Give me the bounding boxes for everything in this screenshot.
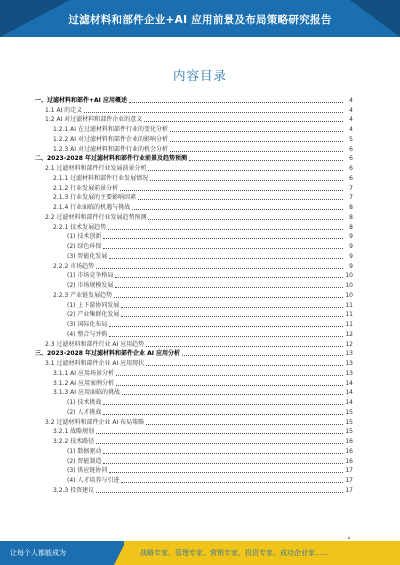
- toc-entry[interactable]: [33, 406, 353, 416]
- toc-leader-dots: [103, 414, 343, 415]
- toc-leader-dots: [182, 355, 343, 356]
- toc-page-number: 6: [343, 175, 353, 182]
- toc-entry-text: 3.1.3 AI 应用面临的挑战: [33, 389, 122, 396]
- toc-leader-dots: [96, 433, 343, 434]
- toc-leader-dots: [115, 287, 343, 288]
- toc-entry-text: (3) 国际化布局: [33, 321, 109, 328]
- toc-entry-text: 2.1 过滤材料和部件行业发展前景分析: [33, 165, 148, 172]
- toc-leader-dots: [96, 492, 343, 493]
- table-of-contents: [33, 94, 353, 494]
- toc-leader-dots: [170, 131, 343, 132]
- toc-entry-text: (4) 整合与并购: [33, 331, 109, 338]
- toc-entry-text: 3.1 过滤材料和部件企业 AI 应用现状: [33, 360, 146, 367]
- toc-page-number: 9: [343, 263, 353, 270]
- toc-entry-text: (3) 供应链协同: [33, 467, 109, 474]
- toc-page-number: 16: [343, 438, 353, 445]
- toc-entry[interactable]: [33, 435, 353, 445]
- toc-entry-text: 1.2.2 AI 对过滤材料和部件企业的影响分析: [33, 136, 170, 143]
- toc-entry[interactable]: [33, 279, 353, 289]
- footer-banner: [124, 541, 400, 565]
- toc-entry[interactable]: [33, 465, 353, 475]
- toc-entry-text: 3.2.3 投资建议: [33, 487, 96, 494]
- toc-page-number: 11: [343, 321, 353, 328]
- toc-page-number: 11: [343, 311, 353, 318]
- toc-leader-dots: [109, 336, 343, 337]
- toc-page-number: 10: [343, 292, 353, 299]
- toc-leader-dots: [103, 238, 343, 239]
- toc-leader-dots: [170, 141, 343, 142]
- page-marker: [348, 537, 350, 539]
- toc-entry-text: 2.2 过滤材料和部件行业发展趋势预测: [33, 214, 148, 221]
- toc-entry[interactable]: [33, 318, 353, 328]
- toc-entry[interactable]: [33, 201, 353, 211]
- toc-entry-text: (1) 上下游协同发展: [33, 302, 121, 309]
- toc-page-number: 4: [343, 126, 353, 133]
- toc-page-number: 5: [343, 136, 353, 143]
- toc-page-number: 7: [343, 185, 353, 192]
- toc-entry-text: 3.2.1 战略规划: [33, 428, 96, 435]
- toc-entry-text: (2) 绿色环保: [33, 243, 103, 250]
- toc-page-number: 4: [343, 107, 353, 114]
- toc-page-number: 6: [343, 146, 353, 153]
- toc-entry-text: (2) 产业集群化发展: [33, 311, 121, 318]
- toc-leader-dots: [120, 190, 343, 191]
- toc-entry-text: 1.1 AI 的定义: [33, 107, 84, 114]
- toc-leader-dots: [96, 443, 343, 444]
- toc-entry[interactable]: [33, 211, 353, 221]
- toc-leader-dots: [189, 160, 343, 161]
- toc-entry-text: 2.1.4 行业面临的机遇与挑战: [33, 204, 132, 211]
- toc-entry[interactable]: [33, 377, 353, 387]
- toc-heading: 内容目录: [172, 68, 227, 83]
- toc-page-number: 16: [343, 448, 353, 455]
- toc-page-number: 6: [343, 155, 353, 162]
- toc-entry[interactable]: [33, 250, 353, 260]
- toc-page-number: 7: [343, 194, 353, 201]
- toc-entry-text: 1.2.1 AI 在过滤材料和部件行业的变化分析: [33, 126, 170, 133]
- toc-entry[interactable]: [33, 133, 353, 143]
- report-header: [0, 0, 400, 37]
- toc-entry-text: (1) 市场竞争格局: [33, 272, 115, 279]
- toc-leader-dots: [146, 424, 343, 425]
- toc-entry[interactable]: [33, 260, 353, 270]
- toc-entry[interactable]: [33, 309, 353, 319]
- toc-entry[interactable]: [33, 396, 353, 406]
- toc-entry[interactable]: [33, 94, 353, 104]
- toc-page-number: 17: [343, 477, 353, 484]
- toc-entry[interactable]: [33, 270, 353, 280]
- footer-slogan-left: 让每个人都能成为: [10, 549, 66, 557]
- toc-page-number: 14: [343, 399, 353, 406]
- toc-entry-text: 三、2023-2028 年过滤材料和部件企业 AI 应用分析: [35, 350, 181, 358]
- toc-page-number: 9: [343, 233, 353, 240]
- toc-page-number: 14: [343, 389, 353, 396]
- toc-entry-text: 3.1.1 AI 应用场景分析: [33, 370, 116, 377]
- toc-entry[interactable]: [33, 182, 353, 192]
- toc-page-number: 8: [343, 204, 353, 211]
- toc-leader-dots: [109, 258, 343, 259]
- toc-entry[interactable]: [33, 143, 353, 153]
- toc-page-number: 16: [343, 458, 353, 465]
- toc-entry-text: (1) 数据驱动: [33, 448, 103, 455]
- toc-leader-dots: [150, 180, 343, 181]
- toc-entry[interactable]: [33, 289, 353, 299]
- toc-leader-dots: [116, 375, 343, 376]
- toc-page-number: 17: [343, 467, 353, 474]
- toc-leader-dots: [122, 394, 343, 395]
- toc-entry-text: (2) 智能制造: [33, 458, 103, 465]
- toc-leader-dots: [121, 316, 343, 317]
- toc-page-number: 10: [343, 272, 353, 279]
- toc-entry-text: 二、2023-2028 年过滤材料和部件行业前景及趋势预测: [35, 155, 187, 163]
- toc-page-number: 13: [343, 350, 353, 357]
- toc-entry[interactable]: [33, 416, 353, 426]
- toc-entry-text: 3.2.2 技术路径: [33, 438, 96, 445]
- toc-page-number: 17: [343, 487, 353, 494]
- toc-entry[interactable]: [33, 328, 353, 338]
- toc-leader-dots: [146, 346, 343, 347]
- report-title: 过滤材料和部件企业+AI 应用前景及布局策略研究报告: [68, 14, 332, 26]
- toc-page-number: 4: [343, 97, 353, 104]
- toc-entry[interactable]: [33, 221, 353, 231]
- toc-entry-text: 2.1.3 行业发展的主要影响因素: [33, 194, 138, 201]
- toc-entry-text: (3) 智能化发展: [33, 253, 109, 260]
- toc-entry-text: 1.2 AI 对过滤材料和部件企业的意义: [33, 116, 144, 123]
- toc-entry-text: 2.1.1 过滤材料和部件行业发展情况: [33, 175, 150, 182]
- toc-page-number: 8: [343, 214, 353, 221]
- toc-page-number: 8: [343, 224, 353, 231]
- toc-entry-text: 2.2.3 产业链发展趋势: [33, 292, 114, 299]
- toc-entry[interactable]: [33, 153, 353, 163]
- toc-leader-dots: [103, 463, 343, 464]
- toc-leader-dots: [103, 248, 343, 249]
- toc-leader-dots: [103, 404, 343, 405]
- toc-entry[interactable]: [33, 192, 353, 202]
- toc-entry[interactable]: [33, 357, 353, 367]
- toc-leader-dots: [132, 209, 343, 210]
- toc-entry[interactable]: [33, 426, 353, 436]
- toc-entry-text: (2) 人才挑战: [33, 409, 103, 416]
- toc-entry-text: 1.2.3 AI 对过滤材料和部件行业的机会分析: [33, 146, 170, 153]
- toc-page-number: 14: [343, 380, 353, 387]
- toc-leader-dots: [144, 121, 343, 122]
- toc-leader-dots: [146, 365, 343, 366]
- toc-entry[interactable]: [33, 348, 353, 358]
- toc-page-number: 11: [343, 302, 353, 309]
- toc-entry[interactable]: [33, 387, 353, 397]
- toc-page-number: 15: [343, 419, 353, 426]
- toc-leader-dots: [84, 112, 343, 113]
- toc-entry[interactable]: [33, 162, 353, 172]
- toc-leader-dots: [116, 385, 343, 386]
- toc-leader-dots: [129, 102, 343, 103]
- toc-entry[interactable]: [33, 231, 353, 241]
- toc-page-number: 13: [343, 370, 353, 377]
- toc-page-number: 4: [343, 116, 353, 123]
- toc-leader-dots: [109, 326, 343, 327]
- toc-entry[interactable]: [33, 455, 353, 465]
- toc-entry[interactable]: [33, 172, 353, 182]
- toc-page-number: 13: [343, 360, 353, 367]
- toc-entry[interactable]: [33, 123, 353, 133]
- toc-leader-dots: [121, 307, 343, 308]
- report-footer: [0, 541, 400, 565]
- toc-entry[interactable]: [33, 445, 353, 455]
- toc-leader-dots: [148, 219, 343, 220]
- toc-leader-dots: [138, 199, 343, 200]
- toc-entry-text: (1) 技术挑战: [33, 399, 103, 406]
- toc-page-number: 15: [343, 409, 353, 416]
- toc-leader-dots: [170, 151, 343, 152]
- toc-entry[interactable]: [33, 114, 353, 124]
- toc-entry-text: 3.1.2 AI 应用案例分析: [33, 380, 116, 387]
- toc-leader-dots: [115, 277, 343, 278]
- toc-entry-text: (2) 市场规模发展: [33, 282, 115, 289]
- toc-entry[interactable]: [33, 338, 353, 348]
- toc-entry-text: 2.2.1 技术发展趋势: [33, 224, 108, 231]
- toc-page-number: 15: [343, 428, 353, 435]
- toc-entry-text: 2.1.2 行业发展前景分析: [33, 185, 120, 192]
- toc-entry-text: (1) 技术创新: [33, 233, 103, 240]
- toc-leader-dots: [109, 472, 343, 473]
- toc-page-number: 12: [343, 331, 353, 338]
- toc-page-number: 9: [343, 243, 353, 250]
- toc-entry[interactable]: [33, 299, 353, 309]
- toc-page-number: 10: [343, 282, 353, 289]
- toc-leader-dots: [96, 268, 343, 269]
- toc-entry-text: 3.2 过滤材料和部件企业 AI 布局策略: [33, 419, 146, 426]
- toc-entry[interactable]: [33, 474, 353, 484]
- toc-entry[interactable]: [33, 104, 353, 114]
- toc-entry[interactable]: [33, 367, 353, 377]
- toc-entry-text: 2.3 过滤材料和部件行业 AI 应用趋势: [33, 341, 146, 348]
- toc-entry[interactable]: [33, 240, 353, 250]
- toc-leader-dots: [114, 297, 343, 298]
- toc-page-number: 12: [343, 341, 353, 348]
- toc-leader-dots: [121, 482, 343, 483]
- toc-leader-dots: [148, 170, 343, 171]
- toc-entry-text: 一、过滤材料和部件+AI 应用概述: [35, 96, 127, 104]
- toc-entry[interactable]: [33, 484, 353, 494]
- toc-leader-dots: [103, 453, 343, 454]
- toc-entry-text: (4) 人才培养与引进: [33, 477, 121, 484]
- toc-page-number: 9: [343, 253, 353, 260]
- toc-entry-text: 2.2.2 市场趋势: [33, 263, 96, 270]
- footer-slogan-right: 战略专家、管理专家、营销专家、投资专家、成功企业家……: [140, 549, 329, 557]
- toc-page-number: 6: [343, 165, 353, 172]
- toc-leader-dots: [108, 229, 343, 230]
